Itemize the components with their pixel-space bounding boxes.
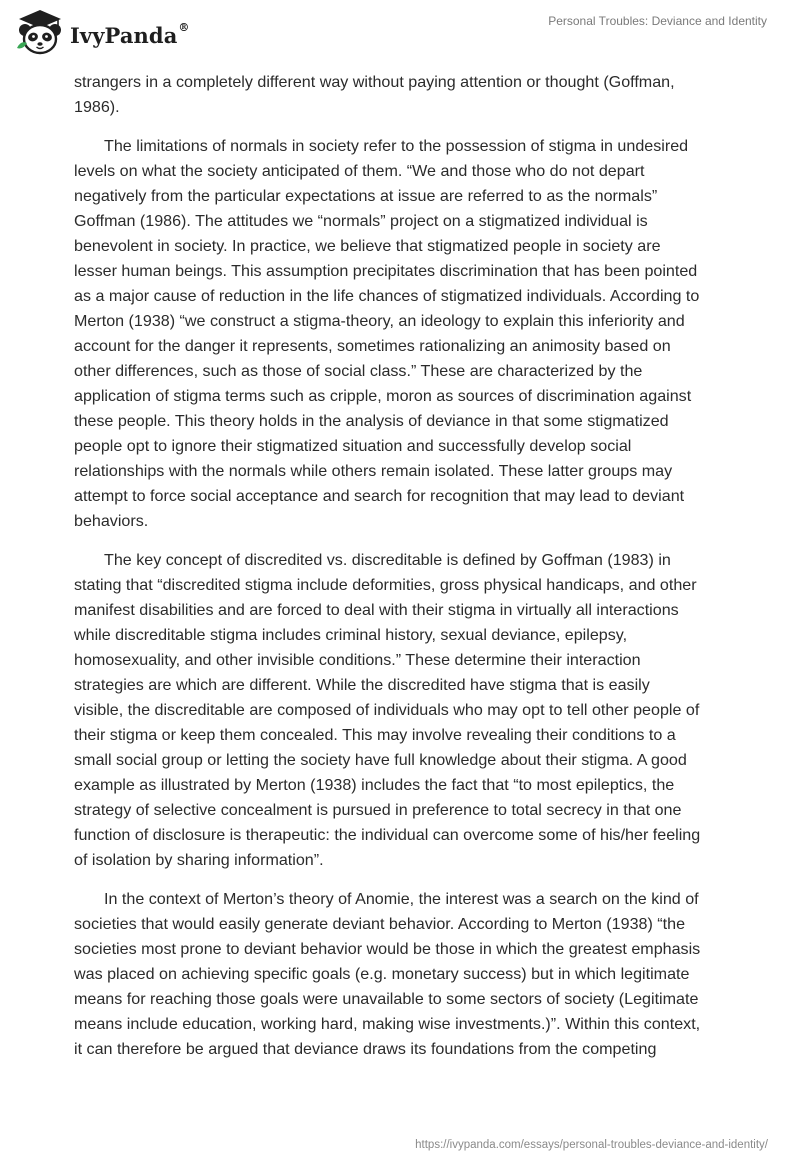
essay-body: [74, 70, 728, 1076]
brand-name: IvyPanda®: [70, 20, 190, 48]
paragraph: In the context of Merton’s theory of Anomie, the interest was a search on the kind of societies that would easily generate deviant behavior. According to Merton (1938) “the societies most prone to deviant behavior would be those in which the greatest emphasis was placed on achieving specific goals (e.g. monetary success) but in which legitimate means for reaching those goals were unavailable to some sectors of society (Legitimate means include education, working hard, making wise investments.)”. Within this context, it can therefore be argued that deviance draws its foundations from the competing: [74, 890, 701, 1058]
paragraph: The limitations of normals in society refer to the possession of stigma in undesired levels on what the society anticipated of them. “We and those who do not depart negatively from the particular expectations at issue are referred to as the normals” Goffman (1986). The attitudes we “normals” project on a stigmatized individual is benevolent in society. In practice, we believe that stigmatized people in society are lesser human beings. This assumption precipitates discrimination that has been pointed as a major cause of reduction in the life chances of stigmatized individuals. According to Merton (1938) “we construct a stigma-theory, an ideology to explain this inferiority and account for the danger it represents, sometimes rationalizing an animosity based on other differences, such as those of social class.” These are characterized by the application of stigma terms such as cripple, moron as sources of discrimination against these people. This theory holds in the analysis of deviance in that some stigmatized people opt to ignore their stigmatized situation and successfully develop social relationships with the normals while others remain isolated. These latter groups may attempt to force social acceptance and search for recognition that may lead to deviant behaviors.: [74, 137, 700, 530]
brand-logo[interactable]: [14, 8, 190, 58]
paragraph-continuation: strangers in a completely different way without paying attention or thought (Goffman, 1986).: [74, 73, 675, 116]
paragraph: The key concept of discredited vs. discreditable is defined by Goffman (1983) in stating that “discredited stigma include deformities, gross physical handicaps, and other manifest disabilities and are forced to deal with their stigma in virtually all interactions while discreditable stigma includes criminal history, sexual deviance, epilepsy, homosexuality, and other invisible conditions.” These determine their interaction strategies are which are different. While the discredited have stigma that is easily visible, the discreditable are composed of individuals who may opt to tell other people of their stigma or keep them concealed. This may involve revealing their conditions to a small social group or letting the society have full knowledge about their stigma. A good example as illustrated by Merton (1938) includes the fact that “to most epileptics, the strategy of selective concealment is pursued in preference to total secrecy in that one function of disclosure is therapeutic: the individual can overcome some of his/her feeling of isolation by sharing information”.: [74, 551, 701, 869]
document-title: Personal Troubles: Deviance and Identity: [548, 14, 767, 28]
source-url[interactable]: https://ivypanda.com/essays/personal-troubles-deviance-and-identity/: [415, 1139, 768, 1151]
panda-graduate-icon: [14, 8, 66, 58]
page-header: [0, 0, 800, 66]
